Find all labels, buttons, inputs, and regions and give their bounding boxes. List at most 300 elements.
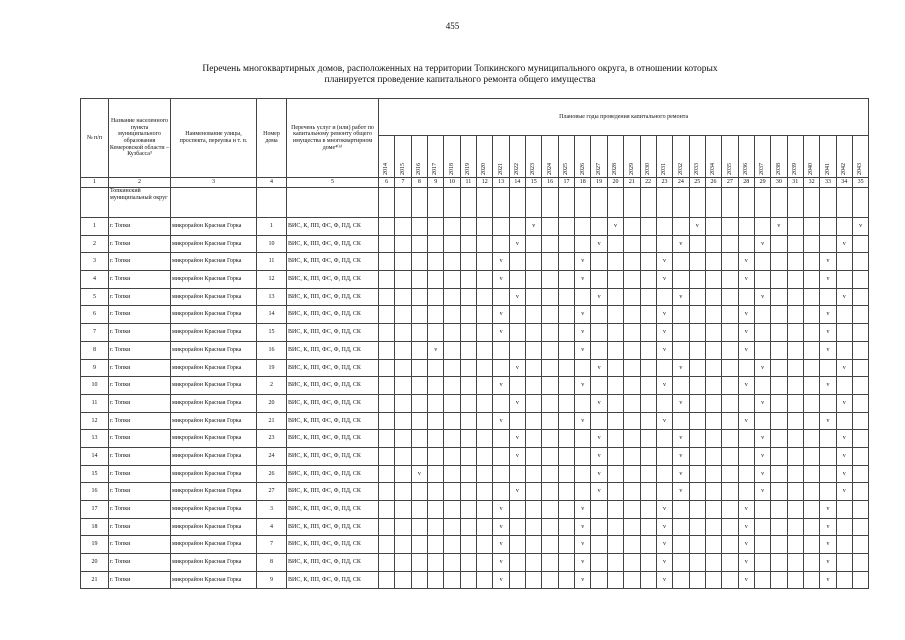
table-row	[81, 377, 869, 395]
header-year	[803, 136, 819, 178]
year-cell	[526, 571, 542, 589]
year-cell	[526, 394, 542, 412]
year-cell	[640, 306, 656, 324]
planned-year-mark: v	[738, 501, 754, 519]
year-cell	[803, 501, 819, 519]
column-number: 11	[460, 178, 476, 188]
year-cell	[558, 483, 574, 501]
year-cell	[738, 465, 754, 483]
year-cell	[509, 341, 525, 359]
year-cell	[787, 271, 803, 289]
year-cell	[460, 412, 476, 430]
year-cell	[411, 288, 427, 306]
year-cell	[640, 518, 656, 536]
header-year	[509, 136, 525, 178]
table-row	[81, 253, 869, 271]
planned-year-mark: v	[820, 536, 836, 554]
house-number-cell: 26	[257, 465, 287, 483]
year-cell	[754, 412, 770, 430]
empty-cell	[607, 188, 623, 218]
planned-year-mark: v	[836, 235, 852, 253]
year-cell	[395, 253, 411, 271]
year-cell	[787, 465, 803, 483]
street-cell: микрорайон Красная Горка	[171, 306, 257, 324]
header-year	[575, 136, 591, 178]
house-number-cell: 1	[257, 218, 287, 236]
planned-year-mark: v	[509, 483, 525, 501]
year-cell	[656, 359, 672, 377]
year-cell	[722, 394, 738, 412]
year-cell	[656, 394, 672, 412]
year-cell	[444, 359, 460, 377]
year-label: 2024	[546, 163, 553, 175]
header-year	[852, 136, 868, 178]
year-cell	[526, 288, 542, 306]
column-number: 3	[171, 178, 257, 188]
year-cell	[787, 359, 803, 377]
street-cell: микрорайон Красная Горка	[171, 483, 257, 501]
empty-cell	[287, 188, 379, 218]
year-cell	[526, 324, 542, 342]
year-cell	[754, 377, 770, 395]
planned-year-mark: v	[754, 483, 770, 501]
year-cell	[787, 377, 803, 395]
year-cell	[836, 554, 852, 572]
planned-year-mark: v	[591, 235, 607, 253]
year-cell	[689, 271, 705, 289]
year-cell	[477, 536, 493, 554]
year-label: 2036	[742, 163, 749, 175]
repair-schedule-table	[80, 98, 869, 589]
planned-year-mark: v	[820, 518, 836, 536]
year-cell	[542, 253, 558, 271]
year-cell	[460, 571, 476, 589]
year-cell	[705, 377, 721, 395]
year-cell	[754, 571, 770, 589]
planned-year-mark: v	[754, 394, 770, 412]
year-cell	[379, 341, 395, 359]
year-cell	[820, 465, 836, 483]
year-cell	[526, 536, 542, 554]
year-cell	[640, 501, 656, 519]
planned-year-mark: v	[738, 341, 754, 359]
year-cell	[591, 412, 607, 430]
year-cell	[411, 235, 427, 253]
year-cell	[379, 359, 395, 377]
planned-year-mark: v	[575, 377, 591, 395]
services-cell: ВИС, К, ПП, ФС, Ф, ПД, СК	[287, 554, 379, 572]
empty-cell	[738, 188, 754, 218]
header-year	[673, 136, 689, 178]
year-cell	[754, 536, 770, 554]
year-cell	[509, 324, 525, 342]
header-year	[591, 136, 607, 178]
year-cell	[624, 341, 640, 359]
year-cell	[477, 483, 493, 501]
year-cell	[803, 483, 819, 501]
year-cell	[722, 341, 738, 359]
year-label: 2029	[628, 163, 635, 175]
planned-year-mark: v	[673, 394, 689, 412]
planned-year-mark: v	[607, 218, 623, 236]
year-cell	[673, 271, 689, 289]
year-cell	[722, 253, 738, 271]
services-cell: ВИС, К, ПП, ФС, Ф, ПД, СК	[287, 394, 379, 412]
year-cell	[411, 324, 427, 342]
year-cell	[493, 394, 509, 412]
year-cell	[477, 253, 493, 271]
street-cell: микрорайон Красная Горка	[171, 253, 257, 271]
planned-year-mark: v	[673, 288, 689, 306]
title-line-2: планируется проведение капитального ремонта общего имущества	[324, 75, 596, 85]
year-cell	[395, 377, 411, 395]
year-cell	[460, 483, 476, 501]
planned-year-mark: v	[591, 465, 607, 483]
header-house: Номер дома	[257, 99, 287, 178]
header-year	[754, 136, 770, 178]
services-cell: ВИС, К, ПП, ФС, Ф, ПД, СК	[287, 571, 379, 589]
column-number: 4	[257, 178, 287, 188]
year-cell	[771, 465, 787, 483]
planned-year-mark: v	[656, 554, 672, 572]
year-label: 2020	[481, 163, 488, 175]
row-number: 2	[81, 235, 109, 253]
year-cell	[428, 483, 444, 501]
year-cell	[803, 359, 819, 377]
year-label: 2042	[841, 163, 847, 175]
year-cell	[689, 253, 705, 271]
year-cell	[771, 430, 787, 448]
year-cell	[689, 447, 705, 465]
year-cell	[558, 554, 574, 572]
year-cell	[493, 430, 509, 448]
column-number: 5	[287, 178, 379, 188]
year-cell	[444, 377, 460, 395]
year-cell	[852, 465, 868, 483]
year-cell	[460, 465, 476, 483]
planned-year-mark: v	[509, 235, 525, 253]
year-cell	[411, 571, 427, 589]
house-number-cell: 13	[257, 288, 287, 306]
planned-year-mark: v	[754, 235, 770, 253]
planned-year-mark: v	[575, 253, 591, 271]
empty-cell	[673, 188, 689, 218]
year-cell	[787, 394, 803, 412]
planned-year-mark: v	[820, 271, 836, 289]
planned-year-mark: v	[673, 359, 689, 377]
year-cell	[787, 288, 803, 306]
services-cell: ВИС, К, ПП, ФС, Ф, ПД, СК	[287, 324, 379, 342]
year-cell	[542, 536, 558, 554]
year-cell	[460, 288, 476, 306]
year-cell	[493, 465, 509, 483]
year-cell	[379, 465, 395, 483]
year-cell	[754, 341, 770, 359]
planned-year-mark: v	[820, 377, 836, 395]
column-number: 18	[575, 178, 591, 188]
planned-year-mark: v	[493, 253, 509, 271]
year-label: 2032	[677, 163, 684, 175]
year-cell	[705, 394, 721, 412]
year-cell	[526, 465, 542, 483]
year-cell	[689, 394, 705, 412]
year-cell	[509, 306, 525, 324]
year-cell	[411, 518, 427, 536]
planned-year-mark: v	[738, 412, 754, 430]
year-cell	[509, 218, 525, 236]
year-cell	[558, 571, 574, 589]
table-row	[81, 536, 869, 554]
year-cell	[558, 412, 574, 430]
planned-year-mark: v	[836, 288, 852, 306]
header-year	[607, 136, 623, 178]
year-cell	[803, 253, 819, 271]
street-cell: микрорайон Красная Горка	[171, 235, 257, 253]
year-cell	[803, 412, 819, 430]
settlement-cell: г. Топки	[109, 554, 171, 572]
year-cell	[607, 235, 623, 253]
year-cell	[771, 377, 787, 395]
year-cell	[444, 447, 460, 465]
year-cell	[493, 483, 509, 501]
year-cell	[771, 447, 787, 465]
services-cell: ВИС, К, ПП, ФС, Ф, ПД, СК	[287, 359, 379, 377]
column-number: 1	[81, 178, 109, 188]
settlement-cell: г. Топки	[109, 536, 171, 554]
year-cell	[444, 394, 460, 412]
year-cell	[607, 465, 623, 483]
year-cell	[558, 465, 574, 483]
year-cell	[411, 430, 427, 448]
year-cell	[852, 501, 868, 519]
house-number-cell: 20	[257, 394, 287, 412]
year-cell	[460, 501, 476, 519]
year-cell	[379, 447, 395, 465]
year-cell	[852, 394, 868, 412]
settlement-cell: г. Топки	[109, 359, 171, 377]
street-cell: микрорайон Красная Горка	[171, 501, 257, 519]
year-cell	[771, 501, 787, 519]
header-services: Перечень услуг и (или) работ по капитальному ремонту общего имущества в многоквартирном доме⁴⁽⁵⁾	[287, 99, 379, 178]
year-cell	[575, 465, 591, 483]
planned-year-mark: v	[738, 571, 754, 589]
year-cell	[526, 271, 542, 289]
house-number-cell: 8	[257, 554, 287, 572]
year-cell	[428, 306, 444, 324]
year-cell	[558, 324, 574, 342]
year-cell	[558, 341, 574, 359]
year-cell	[428, 447, 444, 465]
year-cell	[477, 324, 493, 342]
year-cell	[428, 430, 444, 448]
column-number: 31	[787, 178, 803, 188]
year-cell	[705, 359, 721, 377]
year-cell	[624, 394, 640, 412]
year-cell	[640, 430, 656, 448]
house-number-cell: 3	[257, 501, 287, 519]
year-cell	[771, 253, 787, 271]
year-cell	[444, 430, 460, 448]
settlement-cell: г. Топки	[109, 571, 171, 589]
year-cell	[607, 394, 623, 412]
street-cell: микрорайон Красная Горка	[171, 394, 257, 412]
year-cell	[836, 536, 852, 554]
year-cell	[460, 377, 476, 395]
year-cell	[509, 554, 525, 572]
year-label: 2027	[595, 163, 602, 175]
year-cell	[477, 377, 493, 395]
year-cell	[558, 536, 574, 554]
year-cell	[542, 394, 558, 412]
year-cell	[542, 465, 558, 483]
table-row	[81, 271, 869, 289]
empty-cell	[836, 188, 852, 218]
services-cell: ВИС, К, ПП, ФС, Ф, ПД, СК	[287, 253, 379, 271]
year-cell	[624, 412, 640, 430]
settlement-cell: г. Топки	[109, 430, 171, 448]
year-cell	[689, 554, 705, 572]
year-cell	[526, 430, 542, 448]
page-number: 455	[445, 21, 460, 31]
year-cell	[477, 288, 493, 306]
column-number: 17	[558, 178, 574, 188]
row-number: 21	[81, 571, 109, 589]
year-cell	[395, 571, 411, 589]
planned-year-mark: v	[836, 447, 852, 465]
empty-cell	[444, 188, 460, 218]
year-cell	[509, 412, 525, 430]
year-cell	[558, 218, 574, 236]
year-cell	[379, 412, 395, 430]
column-number: 32	[803, 178, 819, 188]
year-cell	[395, 341, 411, 359]
year-cell	[591, 271, 607, 289]
year-cell	[591, 341, 607, 359]
year-cell	[411, 394, 427, 412]
services-cell: ВИС, К, ПП, ФС, Ф, ПД, СК	[287, 501, 379, 519]
year-cell	[542, 324, 558, 342]
year-cell	[771, 394, 787, 412]
year-cell	[754, 306, 770, 324]
year-cell	[542, 447, 558, 465]
planned-year-mark: v	[656, 306, 672, 324]
year-cell	[787, 536, 803, 554]
planned-year-mark: v	[656, 571, 672, 589]
planned-year-mark: v	[575, 571, 591, 589]
year-cell	[444, 235, 460, 253]
year-cell	[526, 412, 542, 430]
year-cell	[460, 218, 476, 236]
year-cell	[460, 536, 476, 554]
planned-year-mark: v	[493, 536, 509, 554]
year-cell	[379, 218, 395, 236]
year-cell	[803, 288, 819, 306]
year-cell	[509, 571, 525, 589]
column-number: 8	[411, 178, 427, 188]
year-cell	[689, 536, 705, 554]
year-cell	[477, 218, 493, 236]
title-line-1: Перечень многоквартирных домов, расположенных на территории Топкинского муниципального округа, в отношении которых	[202, 64, 718, 74]
year-cell	[836, 377, 852, 395]
year-cell	[852, 341, 868, 359]
year-cell	[803, 465, 819, 483]
services-cell: ВИС, К, ПП, ФС, Ф, ПД, СК	[287, 377, 379, 395]
year-cell	[803, 235, 819, 253]
empty-cell	[509, 188, 525, 218]
year-cell	[771, 341, 787, 359]
year-cell	[624, 465, 640, 483]
empty-cell	[689, 188, 705, 218]
year-cell	[689, 359, 705, 377]
year-cell	[575, 447, 591, 465]
year-cell	[640, 271, 656, 289]
year-cell	[803, 324, 819, 342]
year-cell	[820, 447, 836, 465]
year-cell	[493, 288, 509, 306]
year-cell	[754, 324, 770, 342]
empty-cell	[526, 188, 542, 218]
planned-year-mark: v	[689, 218, 705, 236]
year-cell	[526, 341, 542, 359]
year-cell	[460, 306, 476, 324]
year-cell	[542, 412, 558, 430]
year-cell	[395, 394, 411, 412]
year-cell	[460, 394, 476, 412]
year-cell	[477, 501, 493, 519]
year-cell	[411, 253, 427, 271]
header-year	[689, 136, 705, 178]
year-cell	[673, 253, 689, 271]
row-number: 15	[81, 465, 109, 483]
year-label: 2023	[530, 163, 537, 175]
year-cell	[509, 465, 525, 483]
year-cell	[395, 465, 411, 483]
planned-year-mark: v	[493, 306, 509, 324]
year-label: 2038	[775, 163, 782, 175]
services-cell: ВИС, К, ПП, ФС, Ф, ПД, СК	[287, 483, 379, 501]
year-cell	[705, 518, 721, 536]
header-year	[411, 136, 427, 178]
planned-year-mark: v	[738, 377, 754, 395]
column-number: 35	[852, 178, 868, 188]
year-cell	[558, 306, 574, 324]
planned-year-mark: v	[656, 324, 672, 342]
year-cell	[379, 554, 395, 572]
year-cell	[558, 271, 574, 289]
house-number-cell: 12	[257, 271, 287, 289]
header-street: Наименование улицы, проспекта, переулка и т. п.	[171, 99, 257, 178]
year-cell	[395, 288, 411, 306]
planned-year-mark: v	[820, 253, 836, 271]
year-cell	[558, 394, 574, 412]
year-cell	[705, 412, 721, 430]
row-number: 4	[81, 271, 109, 289]
empty-cell	[171, 188, 257, 218]
planned-year-mark: v	[493, 412, 509, 430]
year-label: 2035	[726, 163, 733, 175]
year-label: 2039	[791, 163, 798, 175]
year-cell	[428, 377, 444, 395]
header-row	[81, 99, 869, 136]
year-cell	[607, 518, 623, 536]
year-cell	[803, 518, 819, 536]
column-number: 27	[722, 178, 738, 188]
year-cell	[607, 430, 623, 448]
services-cell: ВИС, К, ПП, ФС, Ф, ПД, СК	[287, 306, 379, 324]
row-number: 11	[81, 394, 109, 412]
year-cell	[738, 394, 754, 412]
house-number-cell: 7	[257, 536, 287, 554]
